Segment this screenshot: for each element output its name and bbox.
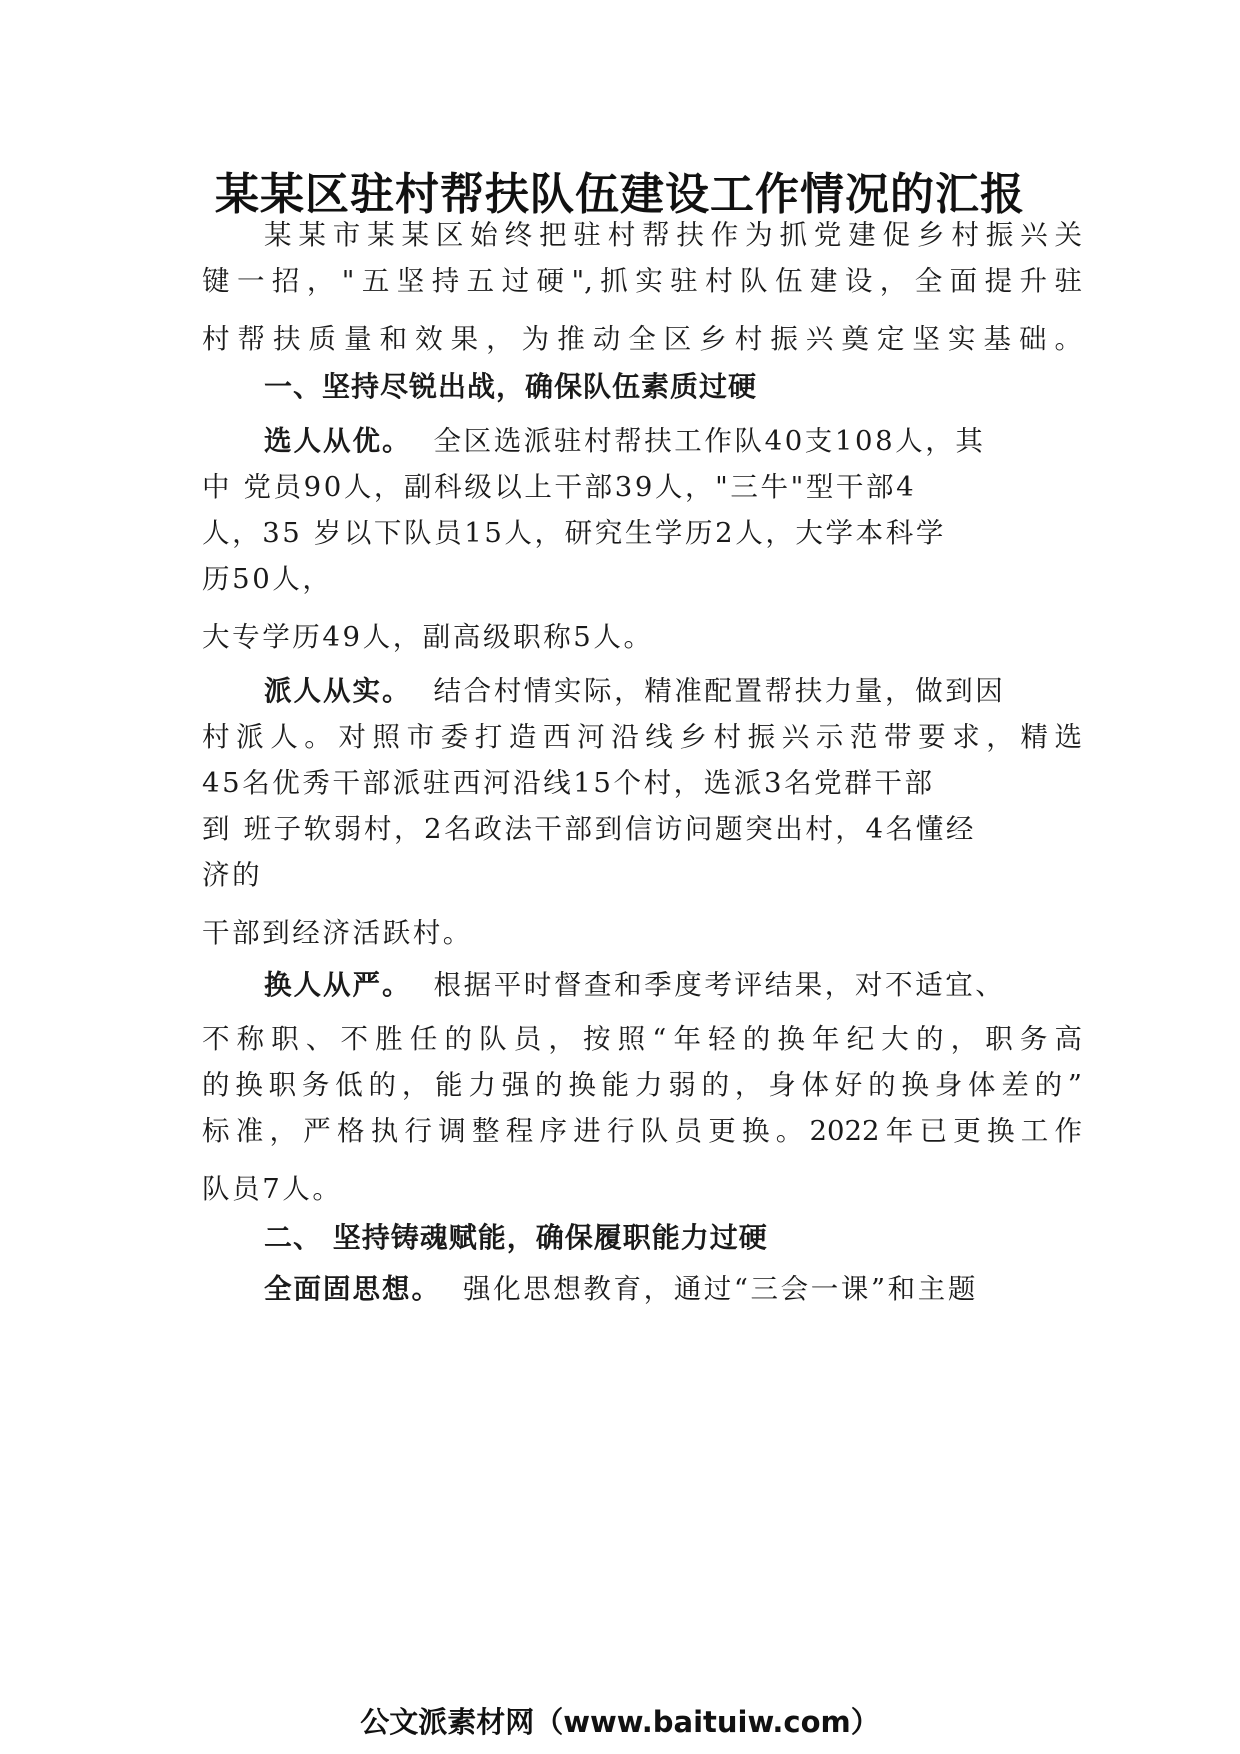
paragraph-lead: 换人从严。 xyxy=(264,969,412,1001)
paragraph-first-line xyxy=(264,1266,1082,1306)
paragraph-line: 队员7人。 xyxy=(202,1173,343,1205)
section-heading: 二、 坚持铸魂赋能，确保履职能力过硬 xyxy=(264,1221,768,1254)
paragraph-line: 45名优秀干部派驻西河沿线15个村，选派3名党群干部 xyxy=(202,767,935,799)
watermark-footer: 公文派素材网（www.baituiw.com） xyxy=(360,1705,880,1739)
paragraph-first-line xyxy=(264,418,1082,458)
paragraph-lead: 派人从实。 xyxy=(264,675,412,707)
paragraph-line: 不称职、不胜任的队员，按照“年轻的换年纪大的，职务高 xyxy=(202,1023,1082,1055)
intro-line: 某某市某某区始终把驻村帮扶作为抓党建促乡村振兴关 xyxy=(264,219,1082,251)
section-heading: 一、坚持尽锐出战，确保队伍素质过硬 xyxy=(264,370,758,403)
paragraph-line: 中 党员90人，副科级以上干部39人，"三牛"型干部4 xyxy=(202,471,917,503)
paragraph-text: 根据平时督查和季度考评结果，对不适宜、 xyxy=(433,969,1006,1001)
paragraph-line: 到 班子软弱村，2名政法干部到信访问题突出村，4名懂经 xyxy=(202,813,976,845)
paragraph-line: 标准，严格执行调整程序进行队员更换。2022年已更换工作 xyxy=(202,1115,1082,1147)
paragraph-text: 强化思想教育，通过“三会一课”和主题 xyxy=(463,1273,978,1305)
paragraph-line: 村派人。对照市委打造西河沿线乡村振兴示范带要求，精选 xyxy=(202,721,1082,753)
document-title: 某某区驻村帮扶队伍建设工作情况的汇报 xyxy=(215,169,1025,220)
paragraph-line: 的换职务低的，能力强的换能力弱的，身体好的换身体差的” xyxy=(202,1069,1082,1101)
paragraph-text: 结合村情实际，精准配置帮扶力量，做到因 xyxy=(433,675,1006,707)
paragraph-first-line xyxy=(264,962,1082,1002)
paragraph-line: 历50人， xyxy=(202,563,333,595)
paragraph-lead: 全面固思想。 xyxy=(264,1273,441,1305)
paragraph-line: 济的 xyxy=(202,859,263,891)
paragraph-first-line xyxy=(264,668,1082,708)
paragraph-text: 全区选派驻村帮扶工作队40支108人，其 xyxy=(433,425,986,457)
intro-line: 键一招，"五坚持五过硬",抓实驻村队伍建设，全面提升驻 xyxy=(202,265,1082,297)
paragraph-line: 人，35 岁以下队员15人，研究生学历2人，大学本科学 xyxy=(202,517,946,549)
intro-line: 村帮扶质量和效果，为推动全区乡村振兴奠定坚实基础。 xyxy=(202,323,1082,355)
paragraph-line: 大专学历49人，副高级职称5人。 xyxy=(202,621,654,653)
paragraph-lead: 选人从优。 xyxy=(264,425,412,457)
paragraph-line: 干部到经济活跃村。 xyxy=(202,917,473,949)
